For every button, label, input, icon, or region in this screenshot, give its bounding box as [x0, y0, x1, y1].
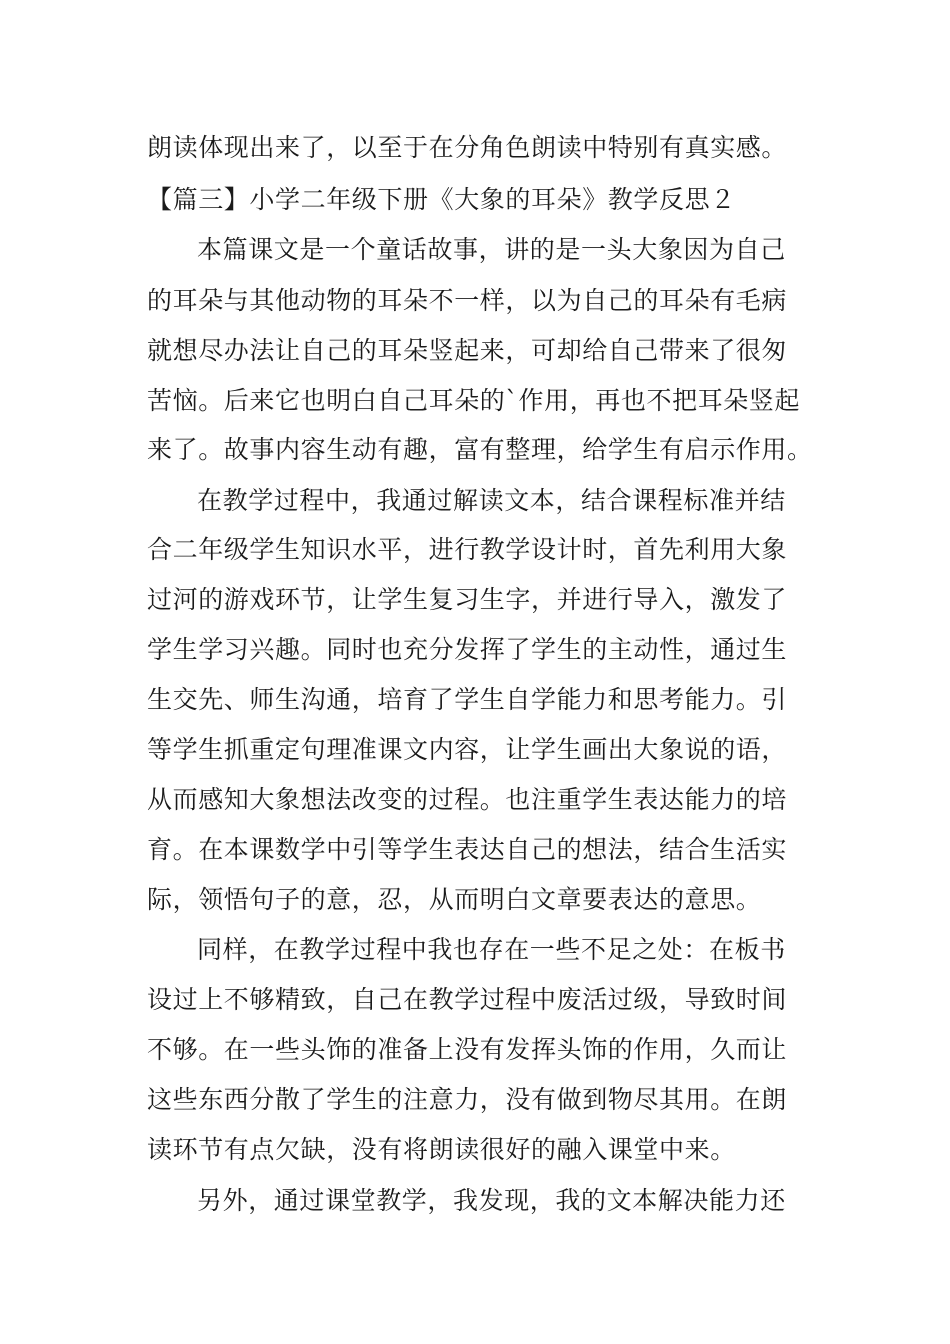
text-line: 本篇课文是一个童话故事，讲的是一头大象因为自己	[197, 235, 786, 264]
text-line: 的耳朵与其他动物的耳朵不一样，以为自己的耳朵有毛病	[147, 286, 788, 315]
text-line: 际，领悟句子的意，忍，从而明白文章要表达的意思。	[147, 885, 762, 914]
text-line: 同样，在教学过程中我也存在一些不足之处：在板书	[197, 935, 786, 964]
text-line: 不够。在一些头饰的准备上没有发挥头饰的作用，久而让	[147, 1035, 788, 1064]
text-line: 这些东西分散了学生的注意力，没有做到物尽其用。在朗	[147, 1085, 788, 1114]
text-line: 在教学过程中，我通过解读文本，结合课程标准并结	[197, 486, 786, 515]
text-line: 苦恼。后来它也明白自己耳朵的`作用，再也不把耳朵竖起	[147, 386, 801, 415]
text-line: 朗读体现出来了，以至于在分角色朗读中特别有真实感。	[147, 133, 788, 162]
text-line: 育。在本课数学中引等学生表达自己的想法，结合生活实	[147, 835, 788, 864]
text-line: 学生学习兴趣。同时也充分发挥了学生的主动性，通过生	[147, 635, 788, 664]
text-line: 设过上不够精致，自己在教学过程中废活过级，导致时间	[147, 985, 788, 1014]
text-line: 生交先、师生沟通，培育了学生自学能力和思考能力。引	[147, 685, 788, 714]
section-heading: 【篇三】小学二年级下册《大象的耳朵》教学反思２	[147, 185, 736, 214]
text-line: 来了。故事内容生动有趣，富有整理，给学生有启示作用。	[147, 435, 813, 464]
text-line: 另外，通过课堂教学，我发现，我的文本解决能力还	[197, 1186, 786, 1215]
text-line: 过河的游戏环节，让学生复习生字，并进行导入，激发了	[147, 585, 788, 614]
text-line: 等学生抓重定句理准课文内容，让学生画出大象说的语，	[147, 735, 788, 764]
text-line: 读环节有点欠缺，没有将朗读很好的融入课堂中来。	[147, 1135, 736, 1164]
text-line: 就想尽办法让自己的耳朵竖起来，可却给自己带来了很匆	[147, 336, 788, 365]
text-line: 从而感知大象想法改变的过程。也注重学生表达能力的培	[147, 785, 788, 814]
text-line: 合二年级学生知识水平，进行教学设计时，首先利用大象	[147, 535, 788, 564]
